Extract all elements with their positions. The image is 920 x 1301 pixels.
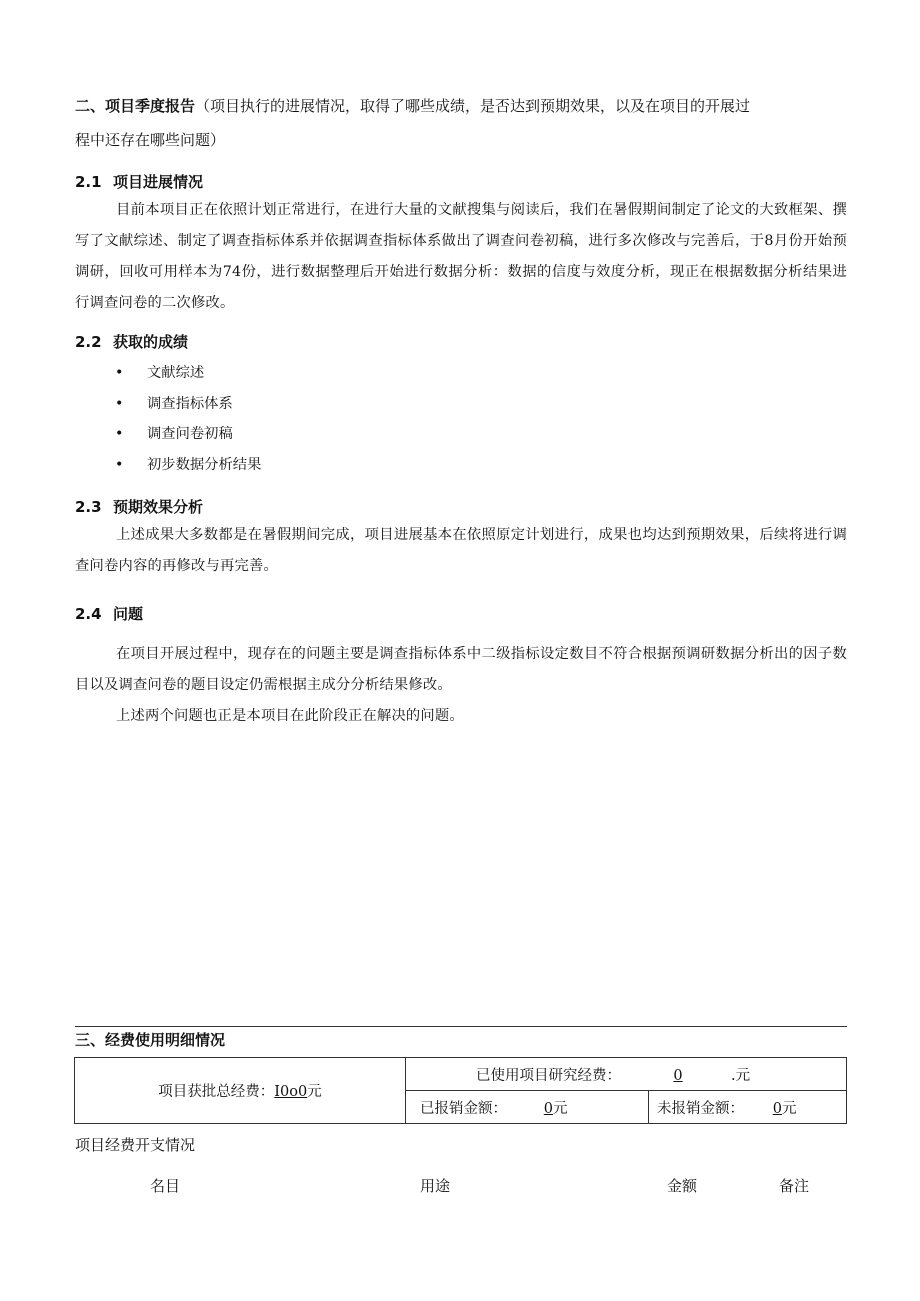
section-divider <box>75 1026 847 1027</box>
paragraph-expected-effect: 上述成果大多数都是在暑假期间完成，项目进展基本在依照原定计划进行，成果也均达到预期效果，后续将进行调查问卷内容的再修改与再完善。 <box>75 527 847 574</box>
heading-2-2-title: 获取的成绩 <box>113 333 189 351</box>
paragraph-problems-note: 上述两个问题也正是本项目在此阶段正在解决的问题。 <box>116 708 464 724</box>
unreimbursed-unit: 元 <box>782 1100 797 1117</box>
heading-2-2-number: 2.2 <box>75 333 102 351</box>
heading-2-1 <box>75 171 203 192</box>
bullet-icon: • <box>115 426 124 442</box>
column-header-notes: 备注 <box>779 1177 810 1195</box>
used-funds-cell <box>406 1058 847 1091</box>
list-item-text: 调查指标体系 <box>147 396 233 412</box>
column-header-item: 名目 <box>150 1177 181 1195</box>
heading-2-1-title: 项目进展情况 <box>113 173 204 191</box>
list-item <box>115 393 233 413</box>
reimbursed-cell <box>406 1091 649 1124</box>
approved-funds-unit: 元 <box>307 1084 322 1100</box>
used-funds-value: 0 <box>673 1067 683 1084</box>
approved-funds-label: 项目获批总经费： <box>158 1084 275 1100</box>
paragraph-progress: 目前本项目正在依照计划正常进行，在进行大量的文献搜集与阅读后，我们在暑假期间制定了论文的大致框架、撰写了文献综述、制定了调查指标体系并依据调查指标体系做出了调查问卷初稿，进行多次修改与完善后，于8月份开始预调研，回收可用样本为74份，进行数据整理后开始进行数据分析：数据的信度与效度分析，现正在根据数据分析结果进行调查问卷的二次修改。 <box>75 202 847 311</box>
heading-2-3 <box>75 496 203 517</box>
column-header-amount: 金额 <box>667 1177 698 1195</box>
section-2-title <box>75 95 750 116</box>
list-item <box>115 454 261 474</box>
heading-2-4 <box>75 603 143 624</box>
section-2-title-bold: 二、项目季度报告 <box>75 97 196 115</box>
heading-2-1-number: 2.1 <box>75 173 102 191</box>
bullet-icon: • <box>115 457 124 473</box>
list-item-text: 文献综述 <box>147 365 205 381</box>
heading-2-2 <box>75 331 188 352</box>
section-3-title: 三、经费使用明细情况 <box>75 1031 226 1049</box>
unreimbursed-cell <box>649 1091 847 1124</box>
section-2-title-rest: （项目执行的进展情况，取得了哪些成绩，是否达到预期效果，以及在项目的开展过 <box>195 97 751 115</box>
unreimbursed-value: 0 <box>772 1100 782 1117</box>
heading-2-4-title: 问题 <box>113 605 144 623</box>
list-item <box>115 362 204 382</box>
used-funds-label: 已使用项目研究经费： <box>476 1067 621 1084</box>
funding-table <box>74 1057 847 1124</box>
bullet-icon: • <box>115 396 124 412</box>
list-item-text: 调查问卷初稿 <box>147 426 233 442</box>
reimbursed-unit: 元 <box>553 1100 568 1117</box>
expense-title: 项目经费开支情况 <box>75 1136 196 1154</box>
column-header-purpose: 用途 <box>420 1177 451 1195</box>
reimbursed-label: 已报销金额： <box>420 1100 507 1117</box>
bullet-icon: • <box>115 365 124 381</box>
list-item-text: 初步数据分析结果 <box>147 457 262 473</box>
heading-2-3-title: 预期效果分析 <box>113 498 204 516</box>
list-item <box>115 423 233 443</box>
heading-2-3-number: 2.3 <box>75 498 102 516</box>
section-2-title-continued: 程中还存在哪些问题） <box>75 131 226 149</box>
paragraph-problems: 在项目开展过程中，现存在的问题主要是调查指标体系中二级指标设定数目不符合根据预调研数据分析出的因子数目以及调查问卷的题目设定仍需根据主成分分析结果修改。 <box>75 646 847 693</box>
used-funds-unit: .元 <box>731 1067 751 1084</box>
approved-funds-value: I0o0 <box>274 1084 308 1100</box>
reimbursed-value: 0 <box>543 1100 553 1117</box>
heading-2-4-number: 2.4 <box>75 605 102 623</box>
approved-funds-cell <box>75 1058 406 1124</box>
unreimbursed-label: 未报销金额： <box>657 1100 744 1117</box>
